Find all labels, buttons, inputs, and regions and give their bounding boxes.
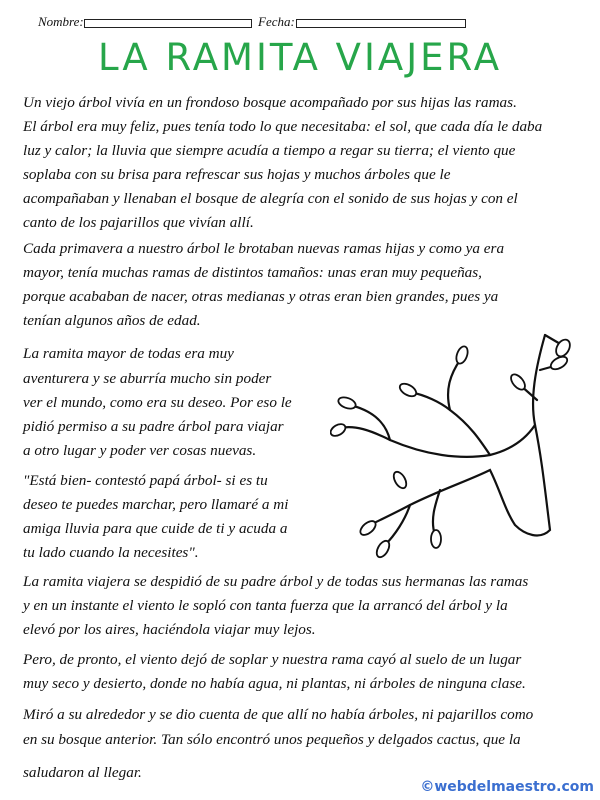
text-line: El árbol era muy feliz, pues tenía todo lo que necesitaba: el sol, que cada día le daba xyxy=(23,118,543,135)
text-line: pidió permiso a su padre árbol para viajar xyxy=(23,418,284,435)
text-line: saludaron al llegar. xyxy=(23,764,142,781)
page-title: LA RAMITA VIAJERA xyxy=(97,36,503,79)
text-line: Pero, de pronto, el viento dejó de soplar y nuestra rama cayó al suelo de un lugar xyxy=(23,651,522,668)
branch-illustration xyxy=(330,330,580,565)
date-label: Fecha: xyxy=(258,14,295,29)
date-field[interactable] xyxy=(296,19,466,28)
text-line: amiga lluvia para que cuide de ti y acuda a xyxy=(23,520,288,537)
text-line: Cada primavera a nuestro árbol le brotaban nuevas ramas hijas y como ya era xyxy=(23,240,505,257)
text-line: aventurera y se aburría mucho sin poder xyxy=(23,370,272,387)
text-line: elevó por los aires, haciéndola viajar muy lejos. xyxy=(23,621,316,638)
copyright-watermark: ©webdelmaestro.com xyxy=(420,779,594,795)
text-line: soplaba con su brisa para refrescar sus hojas y muchos árboles que le xyxy=(23,166,451,183)
text-line: La ramita mayor de todas era muy xyxy=(23,345,234,362)
text-line: muy seco y desierto, donde no había agua, ni plantas, ni árboles de ninguna clase. xyxy=(23,675,526,692)
name-label: Nombre: xyxy=(38,14,84,29)
text-line: Miró a su alrededor y se dio cuenta de que allí no había árboles, ni pajarillos como xyxy=(23,706,534,723)
text-line: ver el mundo, como era su deseo. Por eso le xyxy=(23,394,292,411)
text-line: acompañaban y llenaban el bosque de alegría con el sonido de sus hojas y con el xyxy=(23,190,518,207)
name-field[interactable] xyxy=(84,19,252,28)
text-line: "Está bien- contestó papá árbol- si es tu xyxy=(23,472,268,489)
text-line: tu lado cuando la necesites". xyxy=(23,544,199,561)
text-line: La ramita viajera se despidió de su padre árbol y de todas sus hermanas las ramas xyxy=(23,573,529,590)
text-line: mayor, tenía muchas ramas de distintos tamaños: unas eran muy pequeñas, xyxy=(23,264,482,281)
text-line: y en un instante el viento le sopló con tanta fuerza que la arrancó del árbol y la xyxy=(23,597,508,614)
text-line: en su bosque anterior. Tan sólo encontró unos pequeños y delgados cactus, que la xyxy=(23,731,521,748)
text-line: Un viejo árbol vivía en un frondoso bosque acompañado por sus hijas las ramas. xyxy=(23,94,517,111)
text-line: tenían algunos años de edad. xyxy=(23,312,201,329)
text-line: canto de los pajarillos que vivían allí. xyxy=(23,214,254,231)
text-line: a otro lugar y poder ver cosas nuevas. xyxy=(23,442,257,459)
text-line: porque acababan de nacer, otras medianas y otras eran bien grandes, pues ya xyxy=(23,288,499,305)
text-line: deseo te puedes marchar, pero llamaré a mi xyxy=(23,496,289,513)
text-line: luz y calor; la lluvia que siempre acudía a tiempo a regar su tierra; el viento que xyxy=(23,142,516,159)
